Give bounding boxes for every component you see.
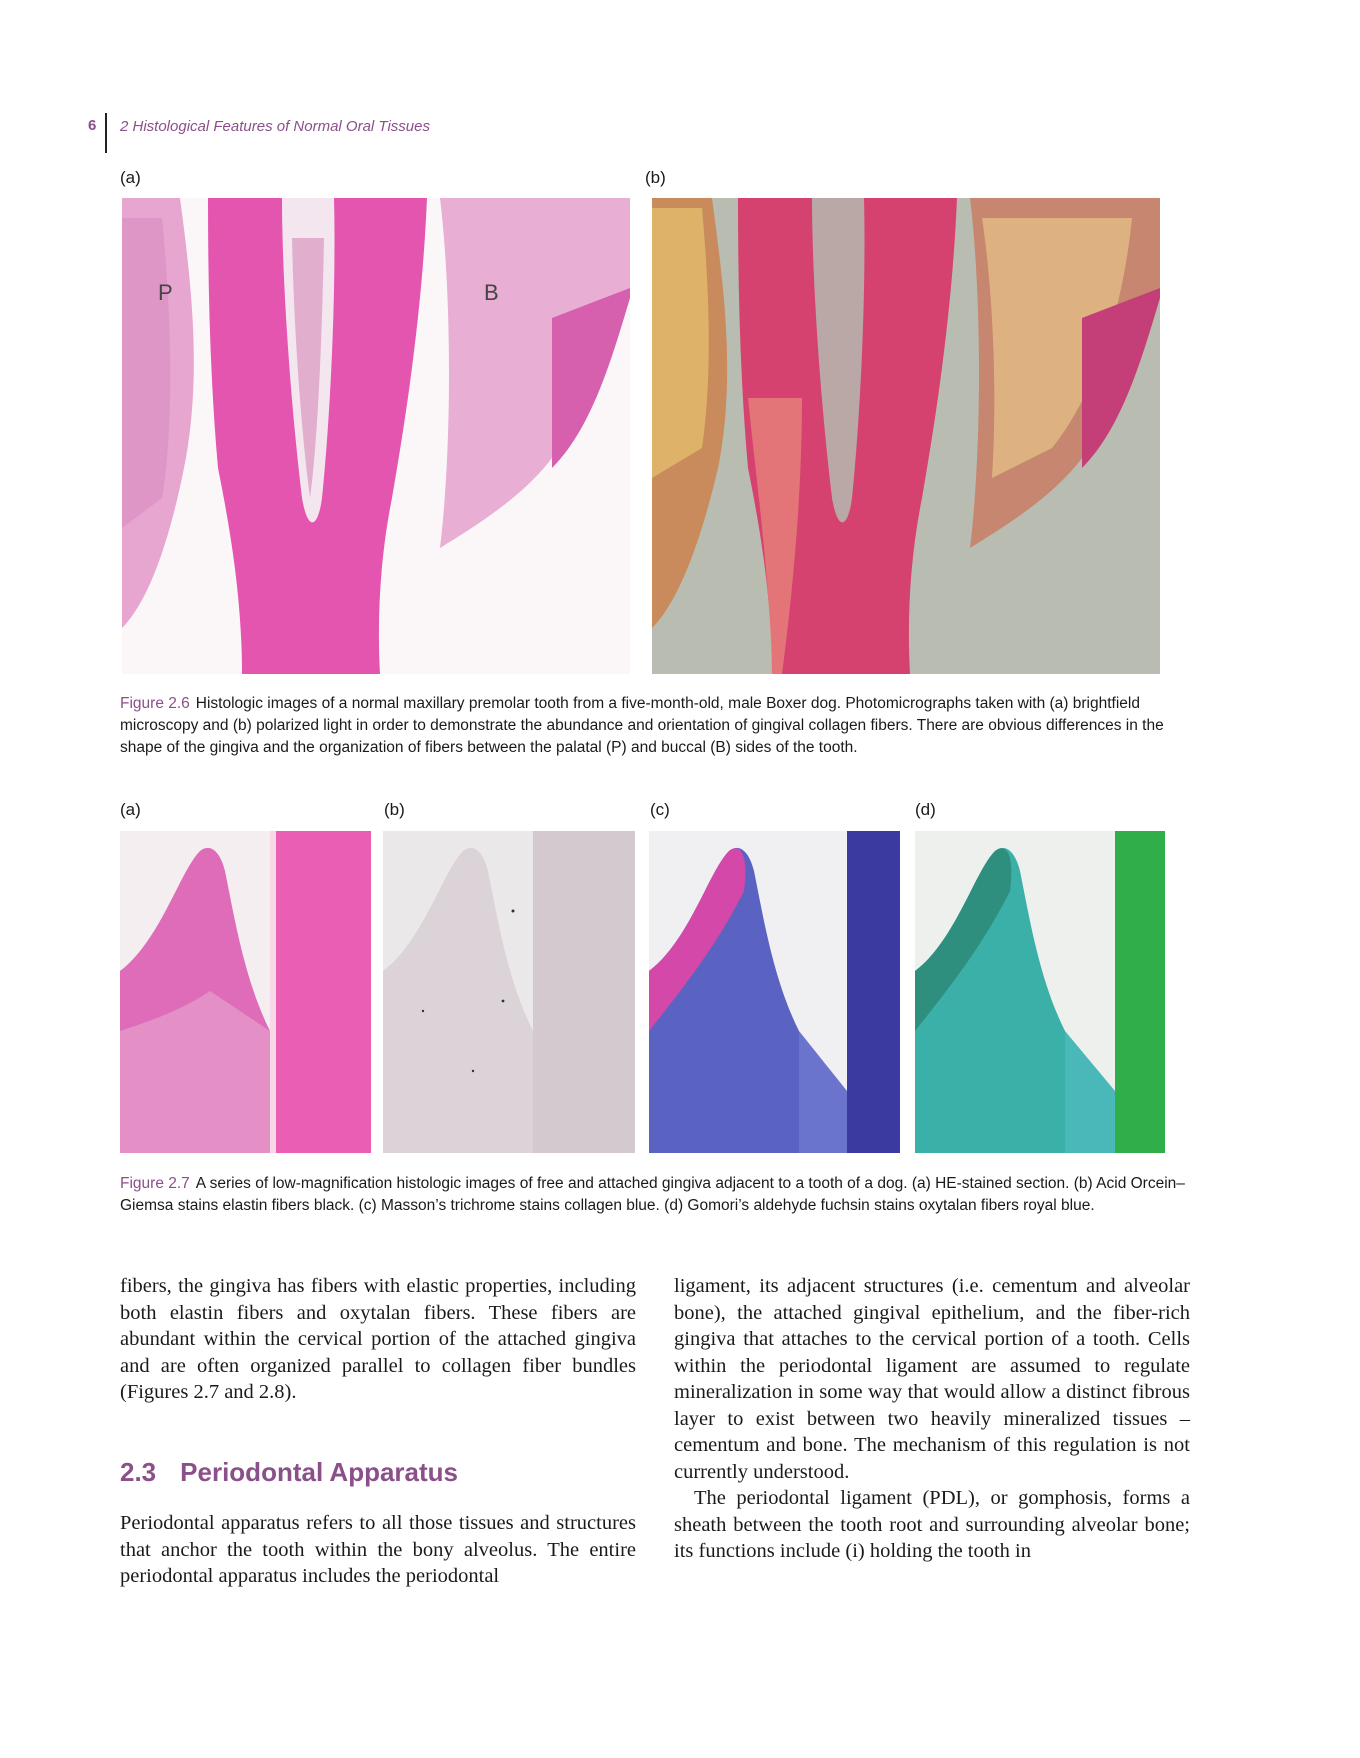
header-divider <box>105 113 107 153</box>
fig26-label-a: (a) <box>120 168 141 187</box>
fig26-panel-a-brightfield <box>122 198 630 674</box>
fig26-panel-b-polarized <box>652 198 1160 674</box>
left-column-top <box>120 1273 636 1406</box>
right-para-1: ligament, its adjacent structures (i.e. cementum and alveolar bone), the attached gingival epithelium, and the fiber-rich gingiva that attaches to the cervical portion of a tooth. Cells within the periodontal ligament are assumed to regulate mineralization in some way that would allow a distinct fibrous layer to exist between two heavily mineralized tissues – cementum and bone. The mechanism of this regulation is not currently understood. <box>674 1275 1190 1483</box>
section-title: Periodontal Apparatus <box>180 1457 459 1487</box>
fig27-panel-a-he <box>120 831 371 1153</box>
right-column <box>674 1273 1190 1565</box>
figure-2-7-caption <box>120 1173 1200 1217</box>
fig27-label-b: (b) <box>384 800 405 819</box>
section-heading <box>120 1457 458 1488</box>
page-number: 6 <box>88 117 97 134</box>
fig27-panel-d-aldehyde-fuchsin <box>915 831 1165 1153</box>
running-title: 2 Histological Features of Normal Oral Tissues <box>120 118 430 135</box>
fig27-label-d: (d) <box>915 800 936 819</box>
marker-p: P <box>158 280 173 305</box>
fig27-panel-b-orcein-giemsa <box>383 831 635 1153</box>
figure-2-7-caption-text: A series of low-magnification histologic images of free and attached gingiva adjacent to a tooth of a dog. (a) HE-stained section. (b) Acid Orcein–Giemsa stains elastin fibers black. (c) Masson’s trichrome stains collagen blue. (d) Gomori’s aldehyde fuchsin stains oxytalan fibers royal blue. <box>120 1175 1185 1214</box>
left-para-1: fibers, the gingiva has fibers with elastic properties, including both elastin fibers and oxytalan fibers. These fibers are abundant within the cervical portion of the attached gingiva and are often organized parallel to collagen fiber bundles (Figures 2.7 and 2.8). <box>120 1275 636 1403</box>
left-para-2: Periodontal apparatus refers to all those tissues and structures that anchor the tooth within the bony alveolus. The entire periodontal apparatus includes the periodontal <box>120 1512 636 1587</box>
figure-2-6-label: Figure 2.6 <box>120 695 190 712</box>
figure-2-7-label: Figure 2.7 <box>120 1175 190 1192</box>
figure-2-6-caption-text: Histologic images of a normal maxillary premolar tooth from a five-month-old, male Boxer dog. Photomicrographs taken with (a) brightfield microscopy and (b) polarized light in order to demonstrate the abundance and orientation of gingival collagen fibers. There are obvious differences in the shape of the gingiva and the organization of fibers between the palatal (P) and buccal (B) sides of the tooth. <box>120 695 1164 756</box>
fig26-label-b: (b) <box>645 168 666 187</box>
fig27-label-a: (a) <box>120 800 141 819</box>
right-para-2: The periodontal ligament (PDL), or gomphosis, forms a sheath between the tooth root and surrounding alveolar bone; its functions include (i) holding the tooth in <box>674 1487 1190 1562</box>
figure-2-6-caption <box>120 693 1200 759</box>
fig27-label-c: (c) <box>650 800 670 819</box>
marker-b: B <box>484 280 499 305</box>
fig27-panel-c-trichrome <box>649 831 900 1153</box>
left-column-bottom <box>120 1510 636 1590</box>
section-number: 2.3 <box>120 1457 157 1487</box>
